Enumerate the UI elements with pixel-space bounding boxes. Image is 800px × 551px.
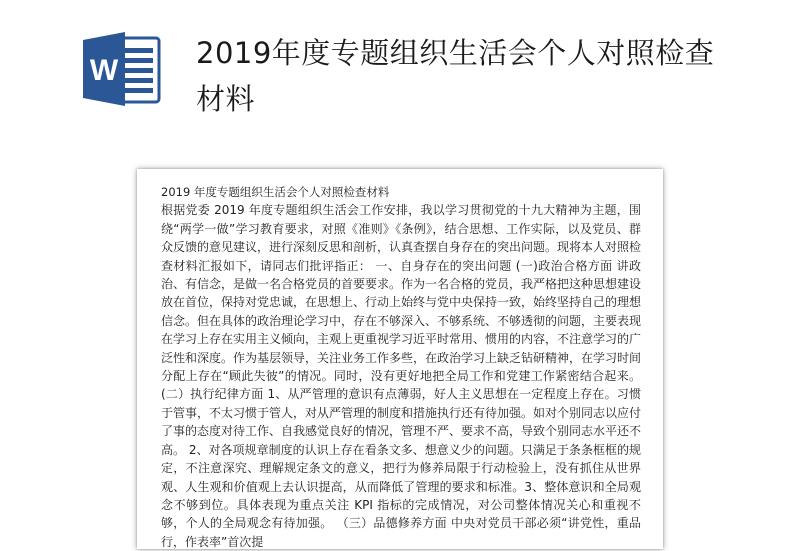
document-content — [161, 183, 641, 551]
document-page — [137, 169, 663, 549]
word-document-icon — [81, 28, 163, 110]
document-heading: 2019 年度专题组织生活会个人对照检查材料 — [161, 185, 390, 199]
page-title: 2019年度专题组织生活会个人对照检查材料 — [196, 36, 715, 116]
document-body: 根据党委 2019 年度专题组织生活会工作安排，我以学习贯彻党的十九大精神为主题，围绕“两学一做”学习教育要求，对照《准则》《条例》，结合思想、工作实际，以及党员、群众反馈的意见建议，进行深刻反思和剖析，认真查摆自身存在的突出问题。现将本人对照检查材料汇报如下，请同志们批评指正： 一、自身存在的突出问题 (一)政治合格方面 讲政治、有信念，是做一名合格党员的首要要求。作为一名合格的党员，我严格把这种思想建设放在首位，保持对党忠诚，在思想上、行动上始终与党中央保持一致，始终坚持自己的理想信念。但在具体的政治理论学习中，存在不够深入、不够系统、不够透彻的问题，主要表现在学习上存在实用主义倾向，主观上更重视学习近平时常用、惯用的内容，不注意学习的广泛性和深度。作为基层领导，关注业务工作多些，在政治学习上缺乏钻研精神，在学习时间分配上存在“顾此失彼”的情况。同时，没有更好地把全局工作和党建工作紧密结合起来。 (二）执行纪律方面 1、从严管理的意识有点薄弱，好人主义思想在一定程度上存在。习惯于管事，不太习惯于管人，对从严管理的制度和措施执行还有待加强。如对个别同志以应付了事的态度对待工作、自我感觉良好的情况，管理不严、要求不高，导致个别同志水平还不高。 2、对各项规章制度的认识上存在看条文多、想意义少的问题。只满足于条条框框的规定，不注意深究、理解规定条文的意义，把行为修养局限于行动检验上，没有抓住从世界观、人生观和价值观上去认识提高，从而降低了管理的要求和标准。3、整体意识和全局观念不够到位。具体表现为重点关注 KPI 指标的完成情况，对公司整体情况关心和重视不够，个人的全局观念有待加强。 （三）品德修养方面 中央对党员干部必须“讲党性，重品行，作表率”首次提 — [161, 203, 642, 549]
word-logo-letter: W — [89, 54, 119, 87]
header — [0, 0, 800, 160]
